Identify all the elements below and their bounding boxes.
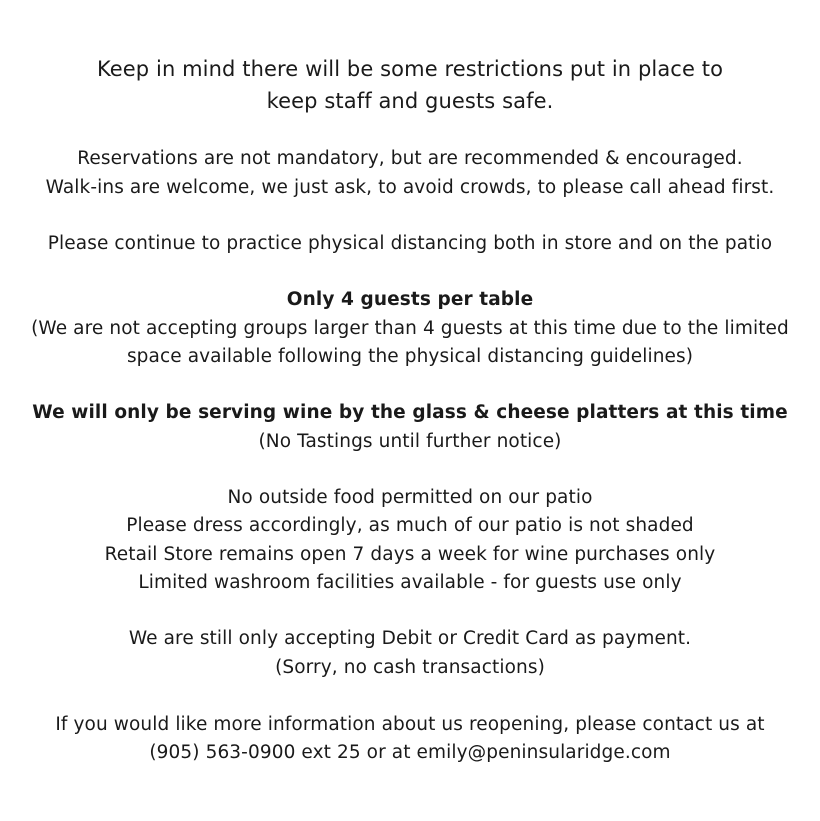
contact-line-2: (905) 563-0900 ext 25 or at emily@peninsularidge.com [149,742,671,763]
contact-line-1: If you would like more information about us reopening, please contact us at [55,714,765,735]
intro-line-2: keep staff and guests safe. [266,89,554,113]
payment-line-2: (Sorry, no cash transactions) [275,657,545,678]
table-limit-line-1: (We are not accepting groups larger than 4 guests at this time due to the limited [31,318,789,339]
serving-line-1: (No Tastings until further notice) [258,431,562,452]
rules-line-3: Retail Store remains open 7 days a week for wine purchases only [104,544,716,565]
table-limit-line-2: space available following the physical distancing guidelines) [126,346,694,367]
distancing-line: Please continue to practice physical distancing both in store and on the patio [47,233,773,254]
reservations-line-2: Walk-ins are welcome, we just ask, to avoid crowds, to please call ahead first. [45,177,775,198]
payment-line-1: We are still only accepting Debit or Credit Card as payment. [128,628,692,649]
table-limit-heading: Only 4 guests per table [286,289,534,310]
serving-heading: We will only be serving wine by the glass & cheese platters at this time [32,402,788,423]
reservations-line-1: Reservations are not mandatory, but are recommended & encouraged. [77,148,743,169]
rules-line-1: No outside food permitted on our patio [227,487,593,508]
intro-line-1: Keep in mind there will be some restrictions put in place to [96,57,724,81]
rules-line-4: Limited washroom facilities available - for guests use only [138,572,682,593]
rules-line-2: Please dress accordingly, as much of our patio is not shaded [126,515,694,536]
